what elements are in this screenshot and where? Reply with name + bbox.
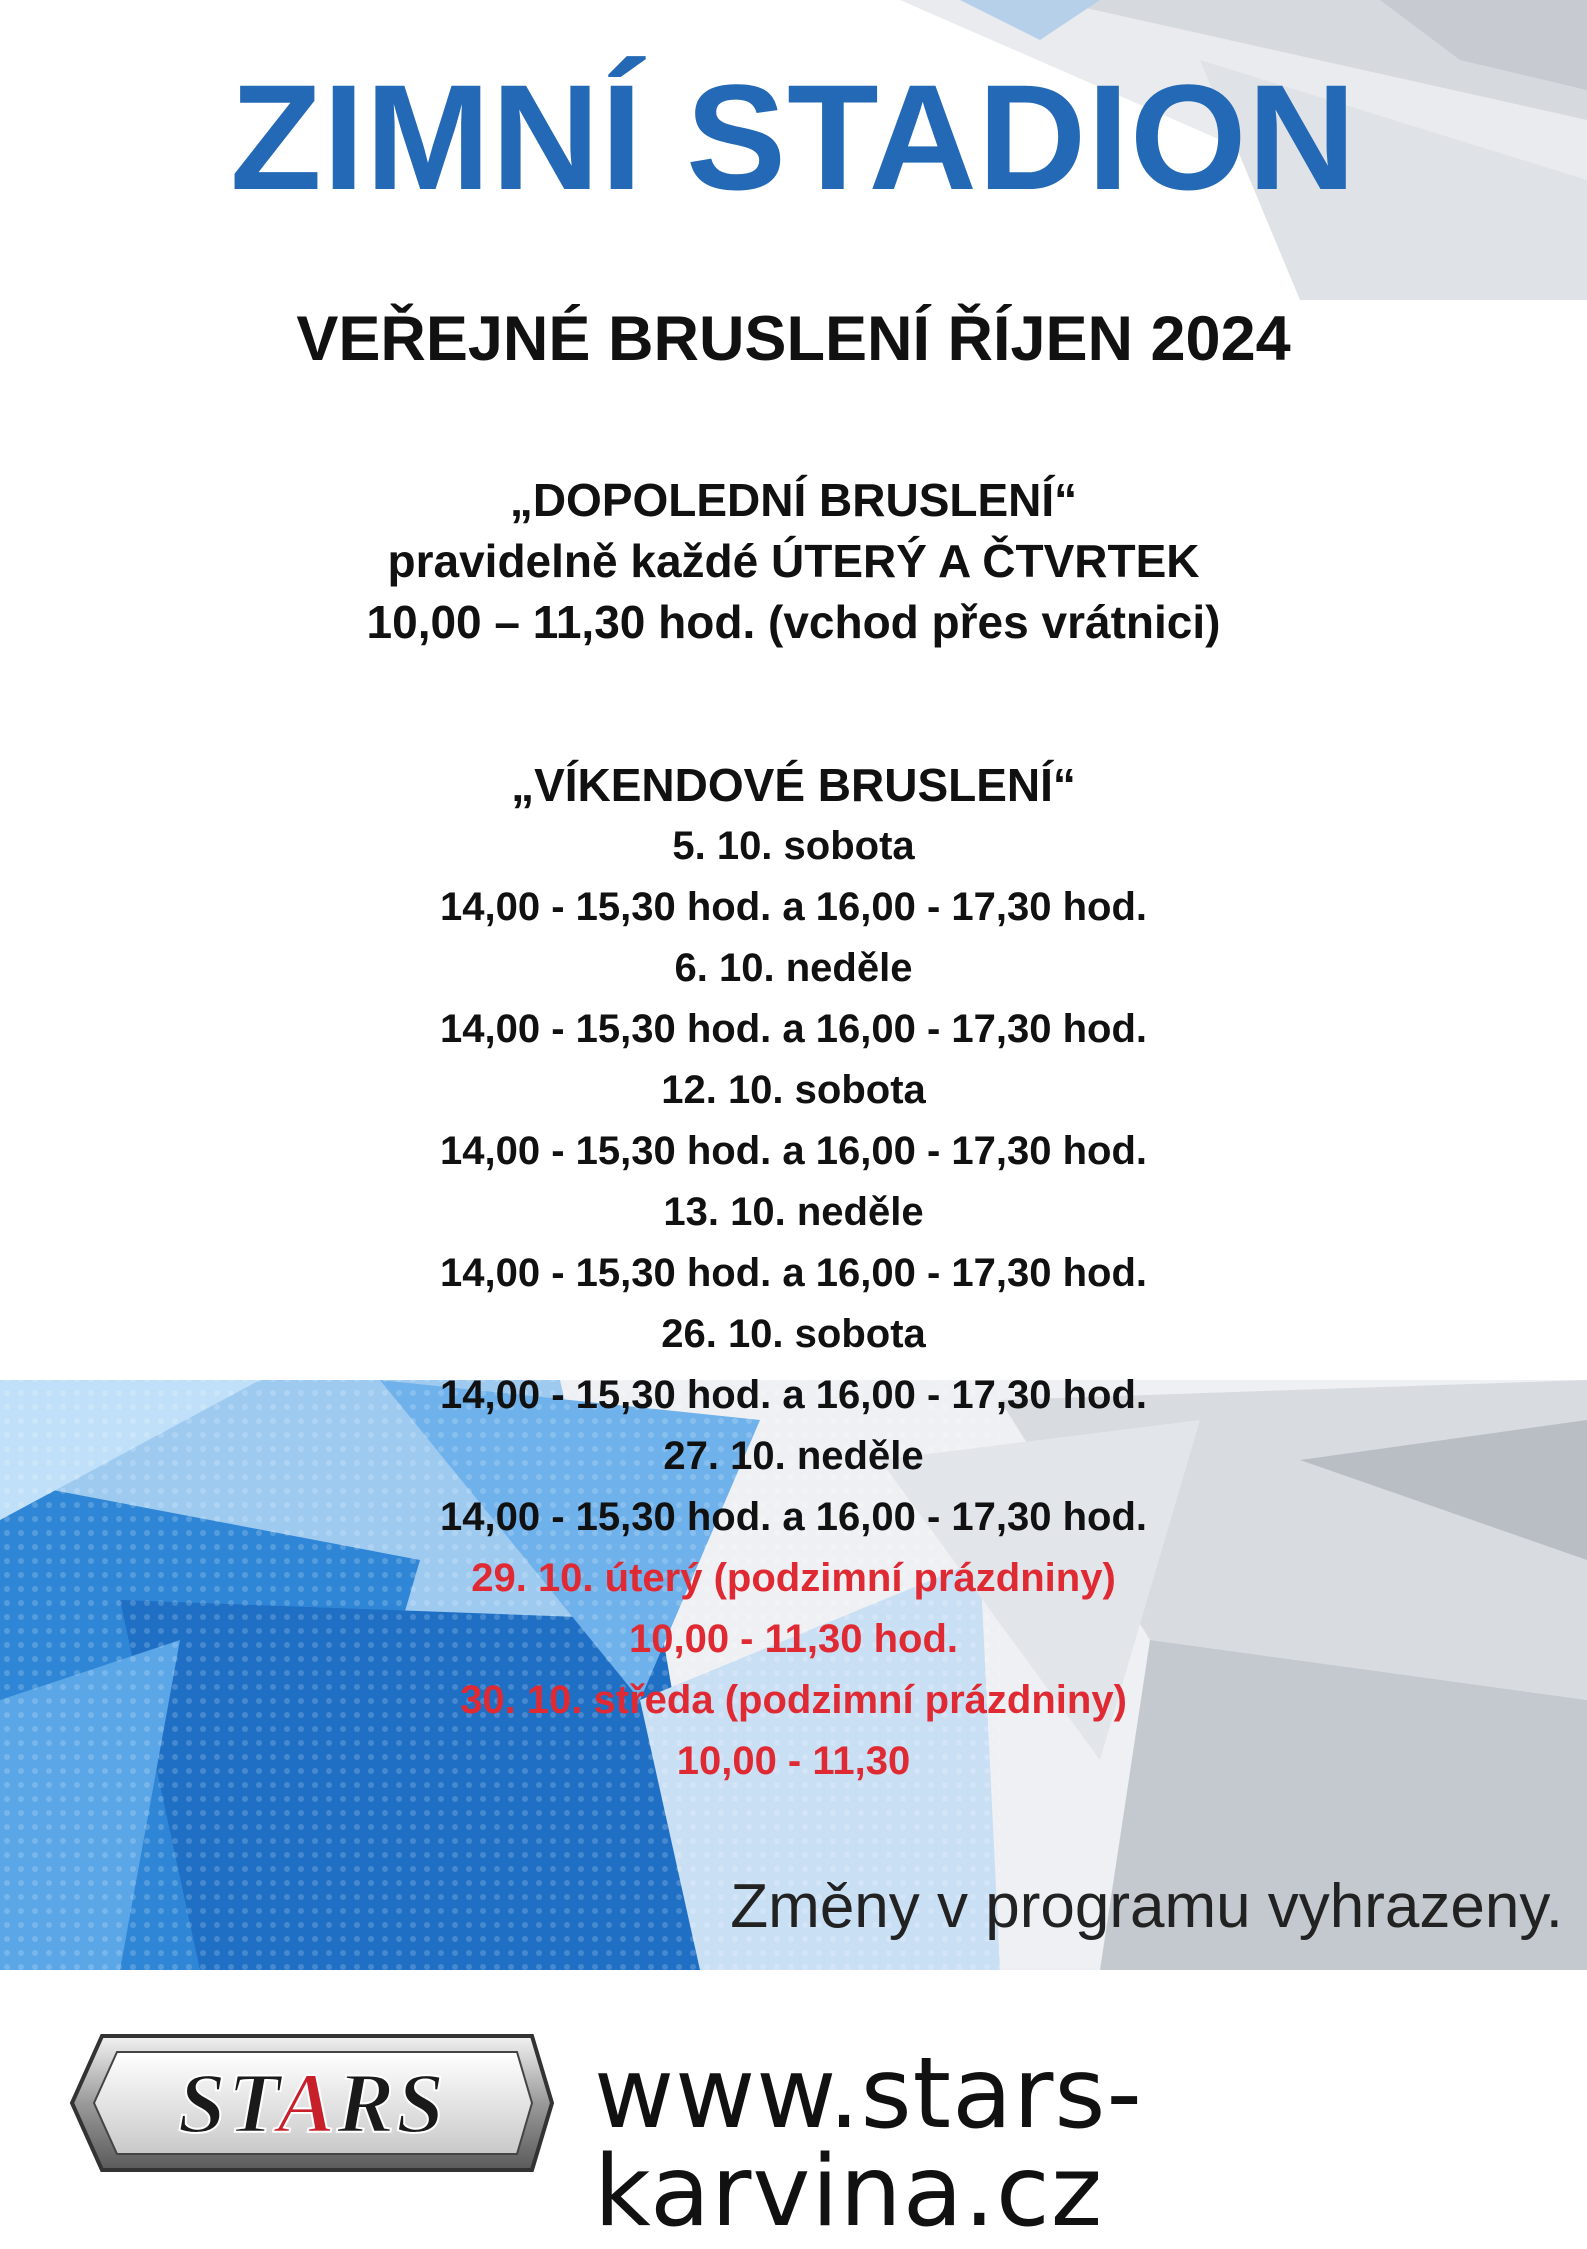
- schedule-row: 14,00 - 15,30 hod. a 16,00 - 17,30 hod.: [439, 1007, 1147, 1051]
- svg-text:STARS: STARS: [177, 2055, 447, 2151]
- schedule-row: 14,00 - 15,30 hod. a 16,00 - 17,30 hod.: [439, 1251, 1147, 1295]
- schedule-row: 30. 10. středa (podzimní prázdniny): [460, 1678, 1127, 1722]
- schedule-row: 5. 10. sobota: [672, 824, 915, 868]
- schedule-row: 12. 10. sobota: [661, 1068, 926, 1112]
- schedule-row: 14,00 - 15,30 hod. a 16,00 - 17,30 hod.: [439, 1129, 1147, 1173]
- schedule-row: 13. 10. neděle: [663, 1190, 924, 1234]
- morning-days: pravidelně každé ÚTERÝ A ČTVRTEK: [387, 535, 1200, 587]
- weekend-heading: „VÍKENDOVÉ BRUSLENÍ“: [511, 759, 1076, 811]
- stars-logo: [62, 2028, 562, 2178]
- schedule-row: 10,00 - 11,30: [676, 1739, 911, 1783]
- schedule-row: 27. 10. neděle: [663, 1434, 924, 1478]
- page-title: ZIMNÍ STADION: [230, 53, 1357, 221]
- schedule-row: 14,00 - 15,30 hod. a 16,00 - 17,30 hod.: [439, 1373, 1147, 1417]
- website-link[interactable]: www.stars-karvina.cz: [594, 2037, 1143, 2249]
- weekend-schedule: [0, 816, 1587, 1792]
- schedule-row: 10,00 - 11,30 hod.: [628, 1617, 959, 1661]
- page-subtitle: VEŘEJNÉ BRUSLENÍ ŘÍJEN 2024: [296, 304, 1291, 374]
- schedule-row: 26. 10. sobota: [661, 1312, 926, 1356]
- schedule-row: 6. 10. neděle: [674, 946, 913, 990]
- morning-section: [0, 470, 1587, 653]
- schedule-row: 14,00 - 15,30 hod. a 16,00 - 17,30 hod.: [439, 1495, 1147, 1539]
- schedule-row: 14,00 - 15,30 hod. a 16,00 - 17,30 hod.: [439, 885, 1147, 929]
- schedule-row: 29. 10. úterý (podzimní prázdniny): [471, 1556, 1116, 1600]
- morning-heading: „DOPOLEDNÍ BRUSLENÍ“: [509, 474, 1078, 526]
- morning-time: 10,00 – 11,30 hod. (vchod přes vrátnici): [366, 596, 1221, 648]
- disclaimer: Změny v programu vyhrazeny.: [730, 1872, 1563, 1941]
